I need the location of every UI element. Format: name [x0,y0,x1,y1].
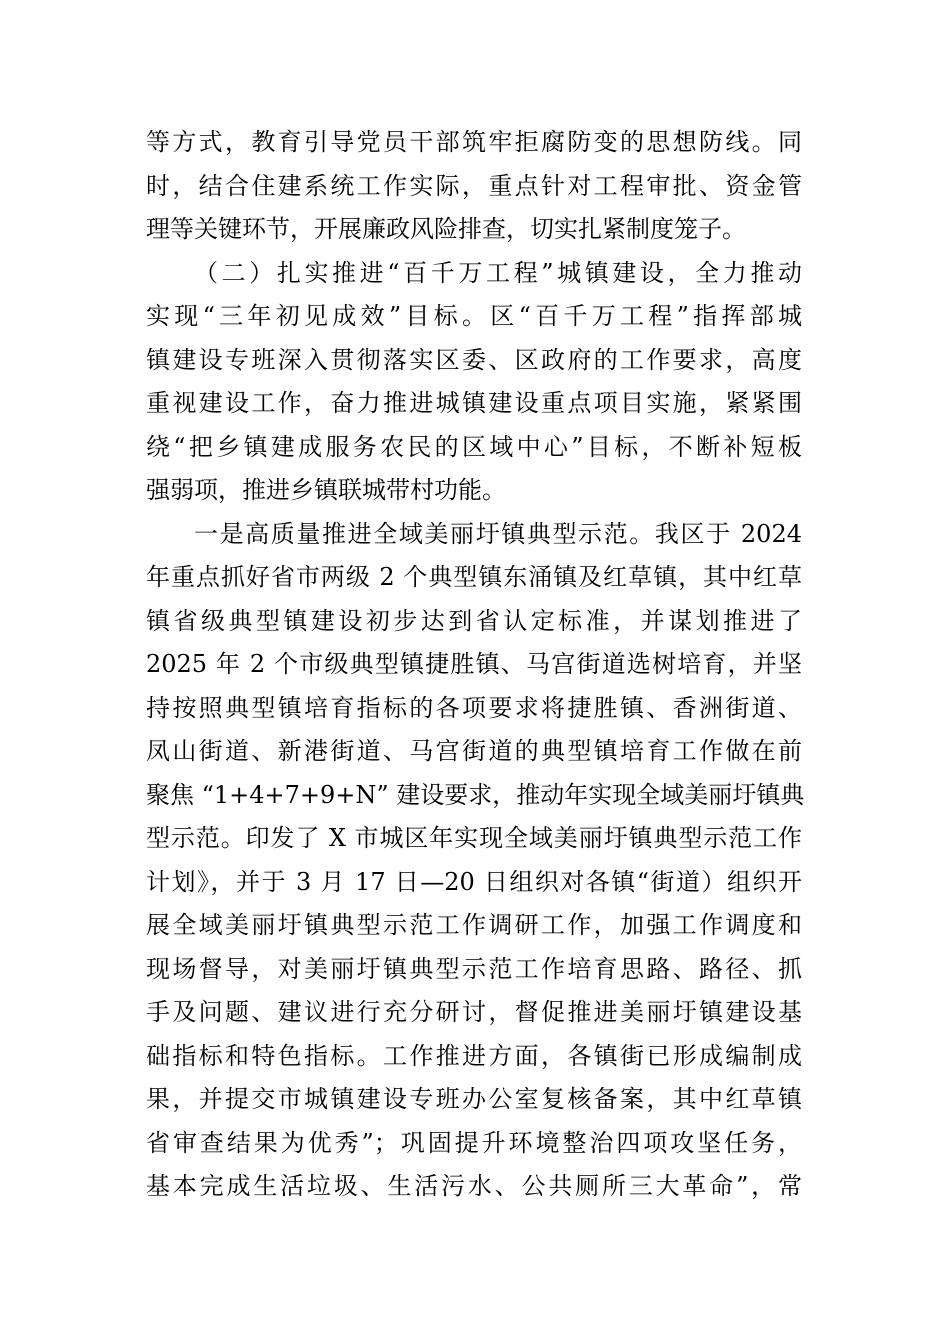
text-line: 计划》，并于 3 月 17 日—20 日组织对各镇“街道）组织开 [146,867,802,896]
text-line: 重视建设工作，奋力推进城镇建设重点项目实施，紧紧围 [146,389,802,417]
text-line: 凤山街道、新港街道、马宫街道的典型镇培育工作做在前 [146,737,802,765]
text-line: 聚焦 “1+4+7+9+N” 建设要求，推动年实现全域美丽圩镇典 [146,780,805,809]
text-line: 2025 年 2 个市级典型镇捷胜镇、马宫街道选树培育，并坚 [146,650,802,678]
text-line: 型示范。印发了 X 市城区年实现全域美丽圩镇典型示范工作 [146,824,802,852]
text-line: 等方式，教育引导党员干部筑牢拒腐防变的思想防线。同 [146,128,802,156]
text-line: 实现“三年初见成效”目标。区“百千万工程”指挥部城 [146,302,802,330]
text-line: 镇建设专班深入贯彻落实区委、区政府的工作要求，高度 [146,345,802,374]
text-line: 理等关键环节，开展廉政风险排查，切实扎紧制度笼子。 [146,215,746,243]
text-line: （二）扎实推进“百千万工程”城镇建设，全力推动 [194,258,802,287]
text-line: 绕“把乡镇建成服务农民的区域中心”目标，不断补短板 [146,432,802,461]
text-line: 现场督导，对美丽圩镇典型示范工作培育思路、路径、抓 [146,954,802,983]
text-line: 时，结合住建系统工作实际，重点针对工程审批、资金管 [146,171,802,200]
text-line: 镇省级典型镇建设初步达到省认定标准，并谋划推进了 [146,606,802,635]
text-line: 展全域美丽圩镇典型示范工作调研工作，加强工作调度和 [146,911,802,939]
text-line: 一是高质量推进全域美丽圩镇典型示范。我区于 2024 [194,519,802,548]
text-line: 强弱项，推进乡镇联城带村功能。 [146,476,506,504]
text-line: 手及问题、建议进行充分研讨，督促推进美丽圩镇建设基 [146,998,802,1026]
text-line: 省审查结果为优秀”；巩固提升环境整治四项攻坚任务， [146,1128,802,1157]
text-line: 年重点抓好省市两级 2 个典型镇东涌镇及红草镇，其中红草 [146,563,802,591]
text-line: 持按照典型镇培育指标的各项要求将捷胜镇、香洲街道、 [146,693,802,722]
text-line: 果，并提交市城镇建设专班办公室复核备案，其中红草镇 [146,1085,802,1113]
text-line: 基本完成生活垃圾、生活污水、公共厕所三大革命”，常 [146,1172,802,1200]
text-line: 础指标和特色指标。工作推进方面，各镇街已形成编制成 [146,1041,802,1070]
